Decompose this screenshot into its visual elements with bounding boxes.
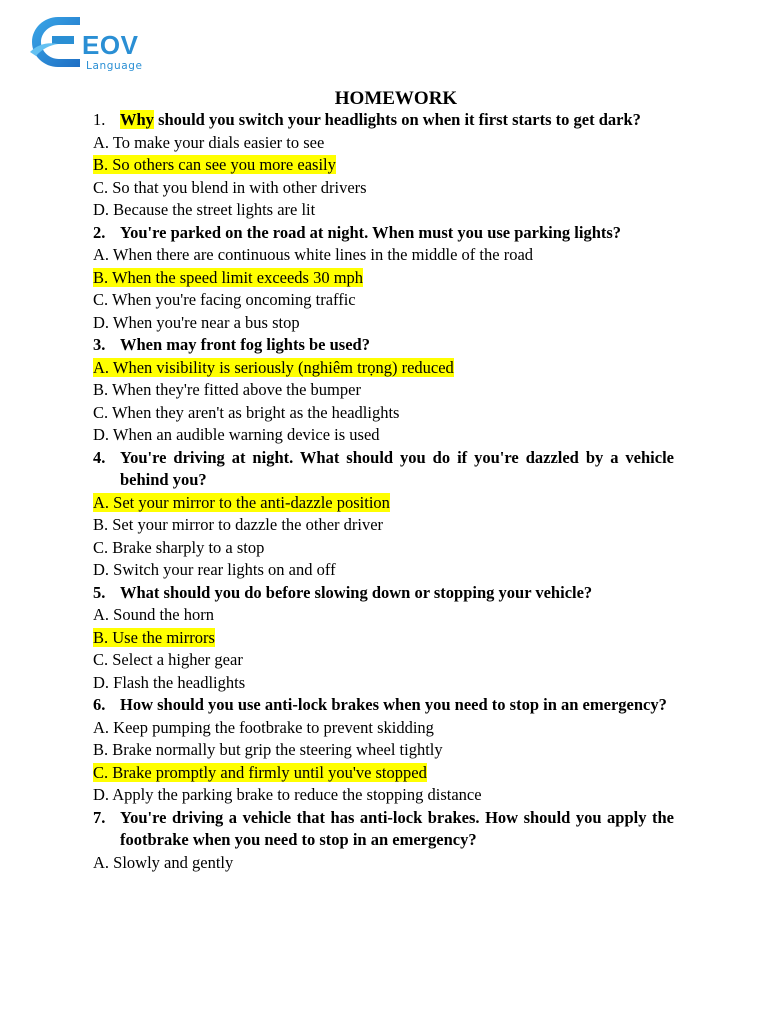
homework-content xyxy=(93,109,674,874)
answer-option: D. Switch your rear lights on and off xyxy=(93,560,336,579)
question-5 xyxy=(93,582,674,605)
answer-option: A. To make your dials easier to see xyxy=(93,132,325,152)
answer-option: A. Sound the horn xyxy=(93,605,214,624)
question-3 xyxy=(93,334,674,357)
question-number: 7. xyxy=(93,807,106,827)
answer-option-correct: B. When the speed limit exceeds 30 mph xyxy=(93,267,364,287)
question-4 xyxy=(93,447,674,492)
answer-option-correct: B. So others can see you more easily xyxy=(93,155,336,174)
answer-option-correct: A. When visibility is seriously (nghiêm trọng) reduced xyxy=(93,357,454,377)
eov-logo xyxy=(28,14,158,74)
question-2 xyxy=(93,222,674,245)
eov-logo-mark-icon xyxy=(28,14,84,72)
answer-option: D. When an audible warning device is used xyxy=(93,425,380,444)
question-number: 6. xyxy=(93,695,106,714)
answer-option: D. When you're near a bus stop xyxy=(93,312,300,332)
question-1-text: should you switch your headlights on when it first starts to get dark? xyxy=(153,110,641,129)
question-text: When may front fog lights be used? xyxy=(120,335,370,354)
answer-option-correct: B. Use the mirrors xyxy=(93,627,215,647)
answer-option-correct: C. Brake promptly and firmly until you've stopped xyxy=(93,762,427,782)
question-7 xyxy=(93,807,674,852)
question-6 xyxy=(93,694,674,717)
logo-brand-text: EOV xyxy=(82,30,139,60)
answer-option: B. When they're fitted above the bumper xyxy=(93,380,361,399)
question-text: What should you do before slowing down or stopping your vehicle? xyxy=(120,582,593,602)
answer-option: A. Slowly and gently xyxy=(93,852,234,872)
question-number: 4. xyxy=(93,447,106,467)
question-number: 3. xyxy=(93,335,106,354)
answer-option: C. So that you blend in with other drivers xyxy=(93,177,367,197)
answer-option: D. Apply the parking brake to reduce the stopping distance xyxy=(93,785,482,804)
question-1 xyxy=(93,109,674,132)
answer-option: C. When they aren't as bright as the headlights xyxy=(93,402,400,422)
answer-option: D. Because the street lights are lit xyxy=(93,200,316,219)
question-1-lead-word: Why xyxy=(120,110,154,129)
question-text: How should you use anti-lock brakes when you need to stop in an emergency? xyxy=(120,695,667,714)
question-number: 1. xyxy=(93,110,106,129)
answer-option: B. Set your mirror to dazzle the other driver xyxy=(93,515,384,534)
answer-option: C. When you're facing oncoming traffic xyxy=(93,290,356,309)
logo-sub-text: Language xyxy=(86,60,143,72)
question-text: You're driving a vehicle that has anti-lock brakes. How should you apply the footbrake when you need to stop in an emergency? xyxy=(120,807,674,849)
question-text: You're parked on the road at night. When must you use parking lights? xyxy=(120,222,622,242)
answer-option: A. When there are continuous white lines in the middle of the road xyxy=(93,245,534,264)
answer-option: D. Flash the headlights xyxy=(93,672,246,692)
answer-option: B. Brake normally but grip the steering wheel tightly xyxy=(93,740,443,759)
answer-option: A. Keep pumping the footbrake to prevent skidding xyxy=(93,717,434,737)
answer-option-correct: A. Set your mirror to the anti-dazzle position xyxy=(93,492,390,512)
answer-option: C. Select a higher gear xyxy=(93,650,243,669)
question-number: 2. xyxy=(93,222,106,242)
question-number: 5. xyxy=(93,582,106,602)
page-title: HOMEWORK xyxy=(334,88,458,109)
answer-option: C. Brake sharply to a stop xyxy=(93,537,265,557)
question-text: You're driving at night. What should you do if you're dazzled by a vehicle behind you? xyxy=(120,447,674,489)
